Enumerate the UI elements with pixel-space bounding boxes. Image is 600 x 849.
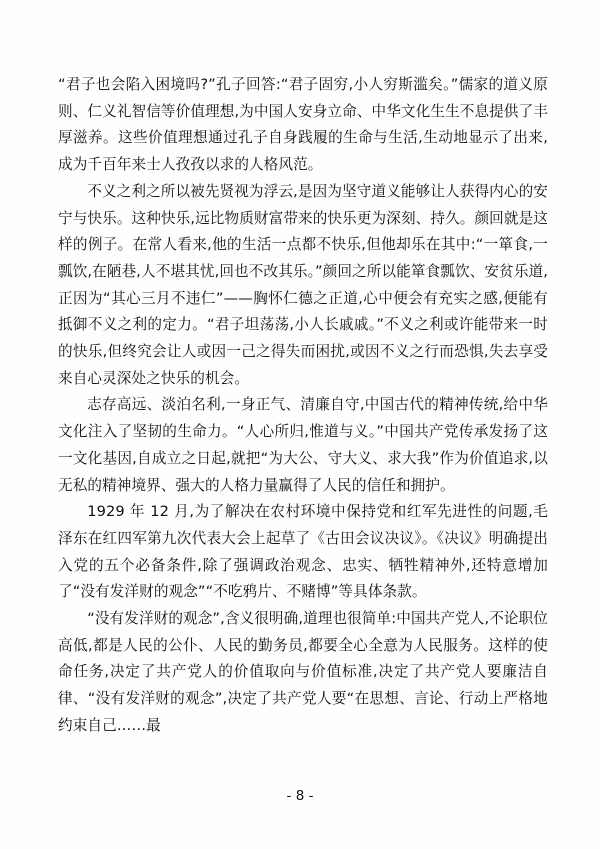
paragraph: “没有发洋财的观念”,含义很明确,道理也很简单:中国共产党人,不论职位高低,都是人民的公仆、人民的勤务员,都要全心全意为人民服务。这样的使命任务,决定了共产党人的价值取向与价值标准,决定了共产党人要廉洁自律、“没有发洋财的观念”,决定了共产党人要“在思想、言论、行动上严格地约束自己……最 [58,610,548,734]
paragraph: 志存高远、淡泊名利,一身正气、清廉自守,中国古代的精神传统,给中华文化注入了坚韧的生命力。“人心所归,惟道与义。”中国共产党传承发扬了这一文化基因,自成立之日起,就把“为大公、守大义、求大我”作为价值追求,以无私的精神境界、强大的人格力量赢得了人民的信任和拥护。 [58,396,548,494]
page-body [58,72,548,740]
paragraph: 1929 年 12 月,为了解决在农村环境中保持党和红军先进性的问题,毛泽东在红四军第九次代表大会上起草了《古田会议决议》。《决议》明确提出入党的五个必备条件,除了强调政治观念、忠实、牺牲精神外,还特意增加了“没有发洋财的观念”“不吃鸦片、不赌博”等具体条款。 [58,503,548,601]
paragraph: “君子也会陷入困境吗?”孔子回答:“君子固穷,小人穷斯滥矣。”儒家的道义原则、仁义礼智信等价值理想,为中国人安身立命、中华文化生生不息提供了丰厚滋养。这些价值理想通过孔子自身践履的生命与生活,生动地显示了出来,成为千百年来士人孜孜以求的人格风范。 [58,76,548,174]
page-number: - 8 - [286,788,314,804]
paragraph: 不义之利之所以被先贤视为浮云,是因为坚守道义能够让人获得内心的安宁与快乐。这种快乐,远比物质财富带来的快乐更为深刻、持久。颜回就是这样的例子。在常人看来,他的生活一点都不快乐,但他却乐在其中:“一箪食,一瓢饮,在陋巷,人不堪其忧,回也不改其乐。”颜回之所以能箪食瓢饮、安贫乐道,正因为“其心三月不违仁”——胸怀仁德之正道,心中便会有充实之感,便能有抵御不义之利的定力。“君子坦荡荡,小人长戚戚。”不义之利或许能带来一时的快乐,但终究会让人或因一己之得失而困扰,或因不义之行而恐惧,失去享受来自心灵深处之快乐的机会。 [58,182,548,387]
